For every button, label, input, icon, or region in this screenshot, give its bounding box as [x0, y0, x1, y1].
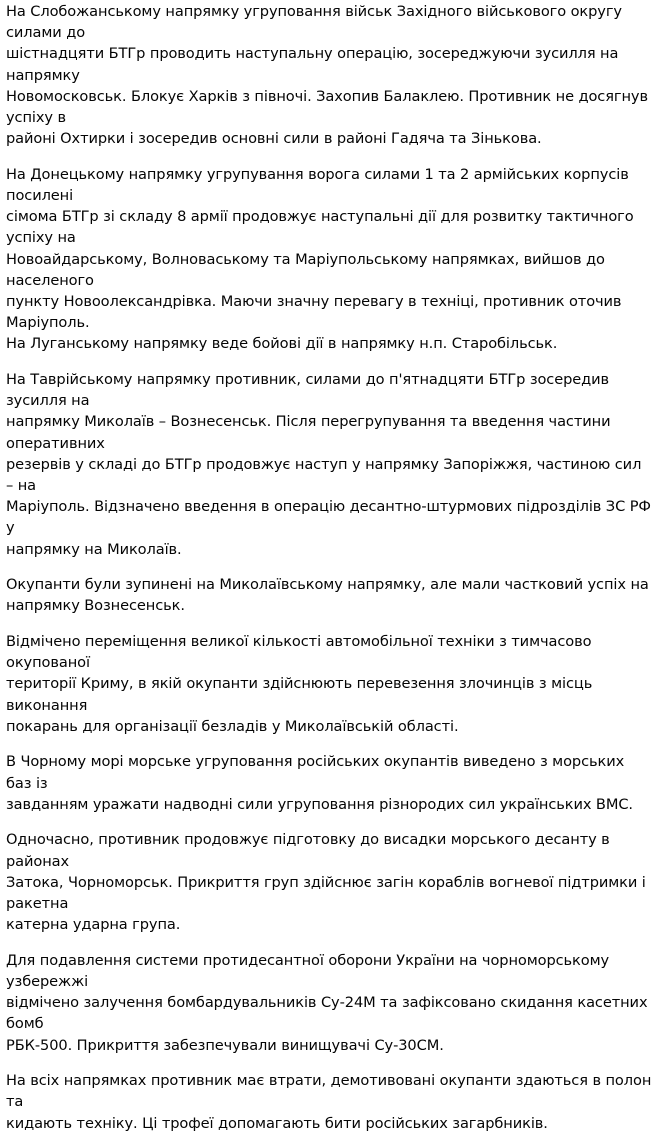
paragraph-donetsk-direction: На Донецькому напрямку угрупування ворога силами 1 та 2 армійських корпусів посилені сімома БТГр зі складу 8 армії продовжує наступальні дії для розвитку тактичного успіху на Новоайдарському, Волноваському та Маріупольському напрямках, вийшов до населеного пункту Новоолександрівка. Маючи значну перевагу в техніці, противник оточив Маріуполь. На Луганському напрямку веде бойові дії в напрямку н.п. Старобільськ. — [6, 165, 634, 353]
paragraph-air-strikes: Для подавлення системи протидесантної оборони України на чорноморському узбережжі відмічено залучення бомбардувальників Су-24М та зафіксовано скидання касетних бомб РБК-500. Прикриття забезпечували винищувачі Су-30СМ. — [6, 951, 648, 1054]
paragraph-crimea-vehicles: Відмічено переміщення великої кількості автомобільної техніки з тимчасово окупованої території Криму, в якій окупанти здійснюють перевезення злочинців з місць виконання покарань для організації безладів у Миколаївській області. — [6, 633, 593, 735]
paragraph-tavriiskyi-direction: На Таврійському напрямку противник, силами до п'ятнадцяти БТГр зосередив зусилля на напрямку Миколаїв – Вознесенськ. Після перегрупування та введення частини оперативних резервів у складі до БТГр продовжує наступ у напрямку Запоріжжя, частиною сил – на Маріуполь. Відзначено введення в операцію десантно-штурмових підрозділів ЗС РФ у напрямку на Миколаїв. — [6, 371, 651, 558]
paragraph-losses: На всіх напрямках противник має втрати, демотивовані окупанти здаються в полон та кидають техніку. Ці трофеї допомагають бити російських загарбників. — [6, 1072, 652, 1132]
paragraph-naval-landing: Одночасно, противник продовжує підготовку до висадки морського десанту в районах Затока, Чорноморськ. Прикриття груп здійснює загін кораблів вогневої підтримки і ракетна катерна ударна група. — [6, 831, 646, 934]
paragraph-mykolaiv-direction: Окупанти були зупинені на Миколаївському напрямку, але мали частковий успіх на напрямку Вознесенськ. — [6, 576, 649, 615]
paragraph-black-sea: В Чорному морі морське угруповання російських окупантів виведено з морських баз із завданням уражати надводні сили угруповання різнородих сил українських ВМС. — [6, 753, 633, 813]
paragraph-slobozhanskyi-direction: На Слобожанському напрямку угруповання військ Західного військового округу силами до шістнадцяти БТГр проводить наступальну операцію, зосереджуючи зусилля на напрямку Новомосковськ. Блокує Харків з півночі. Захопив Балаклею. Противник не досягнув успіху в районі Охтирки і зосередив основні сили в районі Гадяча та Зінькова. — [6, 3, 648, 148]
